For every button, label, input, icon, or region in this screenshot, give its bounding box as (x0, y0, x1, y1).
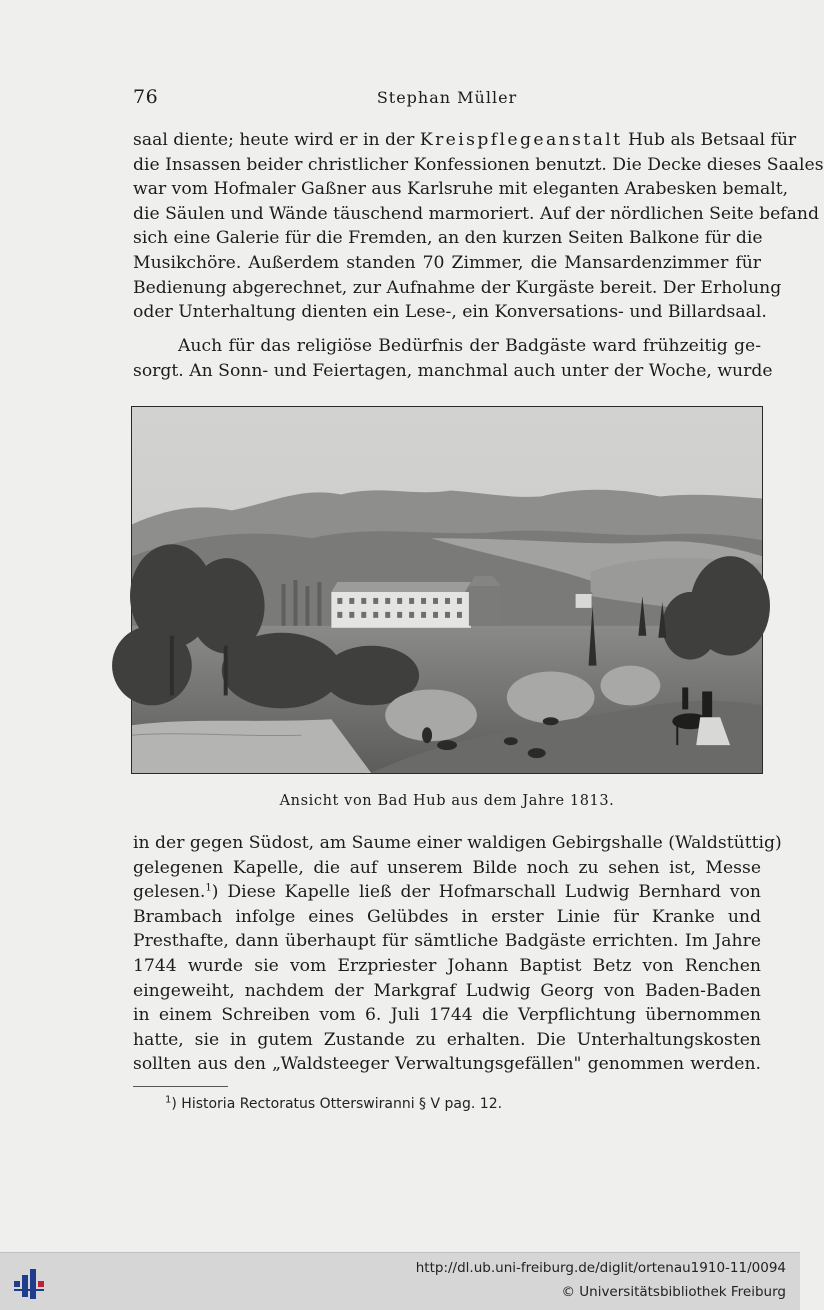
paragraph-kursaal (133, 128, 824, 325)
landscape-illustration (132, 407, 762, 773)
copyright-notice: © Universitätsbibliothek Freiburg (561, 1284, 786, 1300)
text-line: sorgt. An Sonn- und Feiertagen, manchmal auch unter der Woche, wurde (133, 360, 773, 381)
text-line: eingeweiht, nachdem der Markgraf Ludwig Georg von Baden-Baden (133, 980, 761, 1001)
footnote (165, 1096, 502, 1112)
text-line: 1744 wurde sie vom Erzpriester Johann Baptist Betz von Renchen (133, 955, 761, 976)
text-line: hatte, sie in gutem Zustande zu erhalten. Die Unterhaltungskosten (133, 1029, 761, 1050)
ub-freiburg-logo-icon[interactable] (10, 1263, 50, 1303)
text-line: saal diente; heute wird er in der Kreispflegeanstalt Hub als Betsaal für (133, 130, 797, 150)
text-line: die Säulen und Wände täuschend marmoriert. Auf der nördlichen Seite befand (133, 203, 819, 224)
viewer-footer (0, 1252, 800, 1310)
text-line: war vom Hofmaler Gaßner aus Karlsruhe mit eleganten Arabesken bemalt, (133, 179, 789, 200)
paragraph-chapel (133, 831, 782, 1077)
text-line: Presthafte, dann überhaupt für sämtliche Badgäste errichten. Im Jahre (133, 931, 761, 952)
engraving-bad-hub-1813 (131, 406, 763, 774)
text-line: oder Unterhaltung dienten ein Lese-, ein Konversations- und Billardsaal. (133, 302, 767, 323)
text-line: sollten aus den „Waldsteeger Verwaltungsgefällen" genommen werden. (133, 1054, 761, 1075)
spaced-term: Kreispflegeanstalt (419, 130, 623, 150)
page-header (133, 86, 761, 112)
text-line: Auch für das religiöse Bedürfnis der Badgäste ward frühzeitig ge- (178, 336, 761, 356)
footnote-marker: 1 (205, 882, 212, 894)
text-line: Brambach infolge eines Gelübdes in erster Linie für Kranke und (133, 906, 761, 927)
kurhaus-building (331, 576, 500, 628)
running-head: Stephan Müller (376, 88, 518, 107)
permalink-url[interactable]: http://dl.ub.uni-freiburg.de/diglit/ortenau1910-11/0094 (415, 1260, 786, 1276)
text-line: gelesen.$^1$) Diese Kapelle ließ der Hofmarschall Ludwig Bernhard von (133, 882, 761, 903)
page-number: 76 (133, 86, 159, 108)
footnote-marker: 1 (165, 1094, 172, 1106)
text-line: in einem Schreiben vom 6. Juli 1744 die Verpflichtung übernommen (133, 1005, 761, 1026)
text-line: gelegenen Kapelle, die auf unserem Bilde noch zu sehen ist, Messe (133, 857, 761, 878)
text-line: Musikchöre. Außerdem standen 70 Zimmer, die Mansardenzimmer für (133, 252, 761, 273)
text-line: sich eine Galerie für die Fremden, an den kurzen Seiten Balkone für die (133, 228, 763, 249)
text-line: die Insassen beider christlicher Konfessionen benutzt. Die Decke dieses Saales (133, 154, 824, 175)
text-line: in der gegen Südost, am Saume einer waldigen Gebirgshalle (Waldstüttig) (133, 833, 782, 853)
figure-caption: Ansicht von Bad Hub aus dem Jahre 1813. (279, 793, 615, 809)
footnote-divider (133, 1086, 228, 1087)
footnote-text: ) Historia Rectoratus Otterswiranni § V pag. 12. (171, 1096, 503, 1112)
text-line: Bedienung abgerechnet, zur Aufnahme der Kurgäste bereit. Der Erholung (133, 277, 782, 298)
paragraph-religious-needs (133, 334, 773, 383)
